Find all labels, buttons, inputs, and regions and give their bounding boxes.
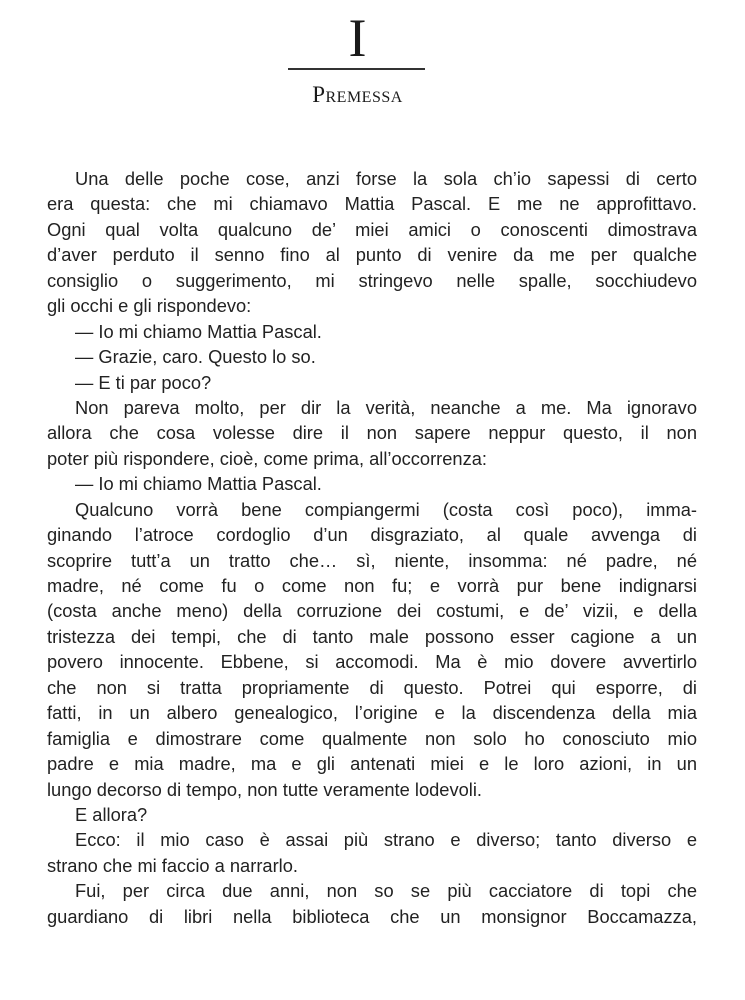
text-line: scoprire tutt’a un tratto che… sì, niente, insomma: né padre, né: [47, 549, 697, 571]
text-line: madre, né come fu o come non fu; e vorrà pur bene indignarsi: [47, 575, 697, 596]
text-line: gli occhi e gli rispondevo:: [47, 295, 252, 317]
text-line: Ogni qual volta qualcuno de’ miei amici o conoscenti dimostrava: [47, 218, 697, 240]
text-line: d’aver perduto il senno fino al punto di venire da me per qualche: [47, 244, 697, 266]
body-text: [47, 166, 697, 929]
text-line: era questa: che mi chiamavo Mattia Pascal. E me ne approfittavo.: [47, 193, 697, 215]
text-line: Una delle poche cose, anzi forse la sola ch’io sapessi di certo: [75, 168, 697, 189]
text-line: (costa anche meno) della corruzione dei costumi, e de’ vizii, e della: [47, 600, 697, 622]
text-line: padre e mia madre, ma e gli antenati miei e le loro azioni, in un: [47, 753, 697, 775]
chapter-title: Premessa: [312, 82, 403, 107]
text-line: Qualcuno vorrà bene compiangermi (costa così poco), imma-: [75, 498, 697, 520]
text-line: guardiano di libri nella biblioteca che un monsignor Boccamazza,: [47, 905, 697, 927]
text-line: consiglio o suggerimento, mi stringevo nelle spalle, socchiudevo: [47, 269, 697, 291]
text-line: E allora?: [75, 803, 148, 825]
text-line: — Grazie, caro. Questo lo so.: [75, 346, 316, 368]
chapter-number: I: [348, 8, 367, 68]
text-line: ginando l’atroce cordoglio d’un disgraziato, al quale avvenga di: [47, 524, 697, 546]
text-line: allora che cosa volesse dire il non sapere neppur questo, il non: [47, 422, 697, 444]
text-line: lungo decorso di tempo, non tutte veramente lodevoli.: [47, 778, 482, 800]
text-line: che non si tratta propriamente di questo. Potrei qui esporre, di: [47, 676, 697, 698]
text-line: strano che mi faccio a narrarlo.: [47, 854, 298, 876]
text-line: fatti, in un albero genealogico, l’origine e la discendenza della mia: [47, 702, 697, 724]
text-line: famiglia e dimostrare come qualmente non solo ho conosciuto mio: [47, 727, 697, 749]
text-line: Non pareva molto, per dir la verità, neanche a me. Ma ignoravo: [75, 396, 697, 418]
text-line: Fui, per circa due anni, non so se più cacciatore di topi che: [75, 880, 697, 902]
text-line: — E ti par poco?: [75, 371, 212, 393]
text-line: povero innocente. Ebbene, si accomodi. Ma è mio dovere avvertirlo: [47, 651, 697, 673]
text-line: — Io mi chiamo Mattia Pascal.: [75, 473, 322, 495]
text-line: Ecco: il mio caso è assai più strano e diverso; tanto diverso e: [75, 829, 697, 851]
title-divider: [288, 68, 425, 70]
text-line: — Io mi chiamo Mattia Pascal.: [75, 320, 322, 342]
text-line: tristezza dei tempi, che di tanto male possono esser cagione a un: [47, 625, 697, 647]
text-line: poter più rispondere, cioè, come prima, all’occorrenza:: [47, 447, 487, 469]
